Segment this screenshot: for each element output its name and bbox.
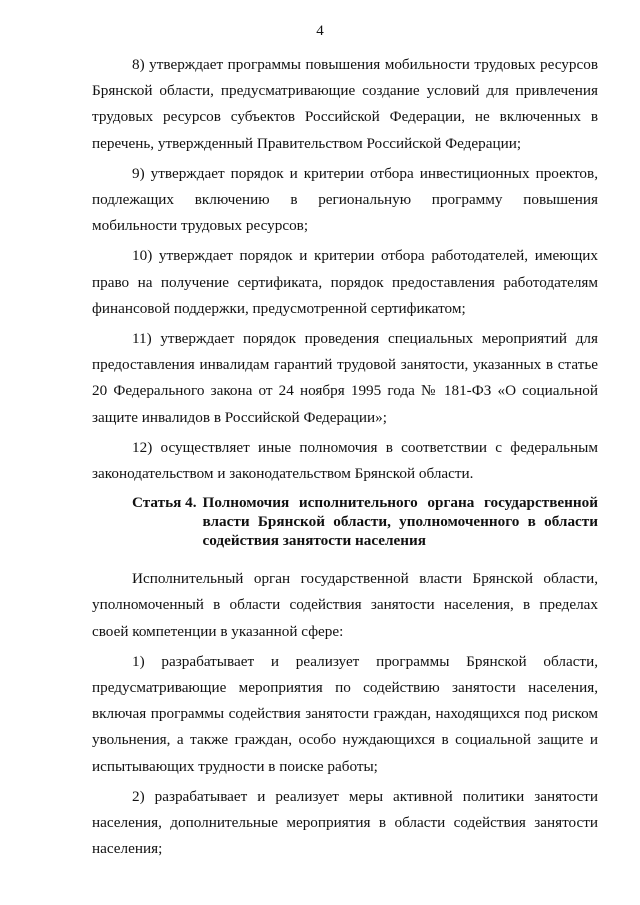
page-number: 4	[316, 23, 324, 39]
article-heading	[92, 493, 598, 550]
article-title: Полномочия исполнительного органа государственной власти Брянской области, уполномоченного в области содействия занятости населения	[202, 494, 598, 550]
paragraph-article-intro: Исполнительный орган государственной власти Брянской области, уполномоченный в области содействия занятости населения, в пределах своей компетенции в указанной сфере:	[92, 570, 598, 640]
paragraph-article-item-2: 2) разрабатывает и реализует меры активной политики занятости населения, дополнительные мероприятия в области содействия занятости населения;	[92, 787, 598, 858]
paragraph-article-item-1: 1) разрабатывает и реализует программы Брянской области, предусматривающие мероприятия по содействию занятости населения, включая программы содействия занятости граждан, находящихся под риском увольнения, а также граждан, особо нуждающихся в социальной защите и испытывающих трудности в поиске работы;	[92, 652, 598, 775]
paragraph-item-10: 10) утверждает порядок и критерии отбора работодателей, имеющих право на получение сертификата, порядок предоставления работодателям финансовой поддержки, предусмотренной сертификатом;	[92, 247, 598, 317]
document-body	[92, 52, 598, 862]
paragraph-item-8: 8) утверждает программы повышения мобильности трудовых ресурсов Брянской области, предусматривающие создание условий для привлечения трудовых ресурсов субъектов Российской Федерации, не включенных в перечень, утвержденный Правительством Российской Федерации;	[92, 56, 598, 152]
paragraph-item-12: 12) осуществляет иные полномочия в соответствии с федеральным законодательством и законодательством Брянской области.	[92, 438, 598, 483]
article-label: Статья 4.	[132, 494, 197, 512]
paragraph-item-11: 11) утверждает порядок проведения специальных мероприятий для предоставления инвалидам гарантий трудовой занятости, указанных в статье 20 Федерального закона от 24 ноября 1995 года № 181-ФЗ «О социальной защите инвалидов в Российской Федерации»;	[92, 330, 598, 426]
paragraph-item-9: 9) утверждает порядок и критерии отбора инвестиционных проектов, подлежащих включению в региональную программу повышения мобильности трудовых ресурсов;	[92, 164, 598, 235]
